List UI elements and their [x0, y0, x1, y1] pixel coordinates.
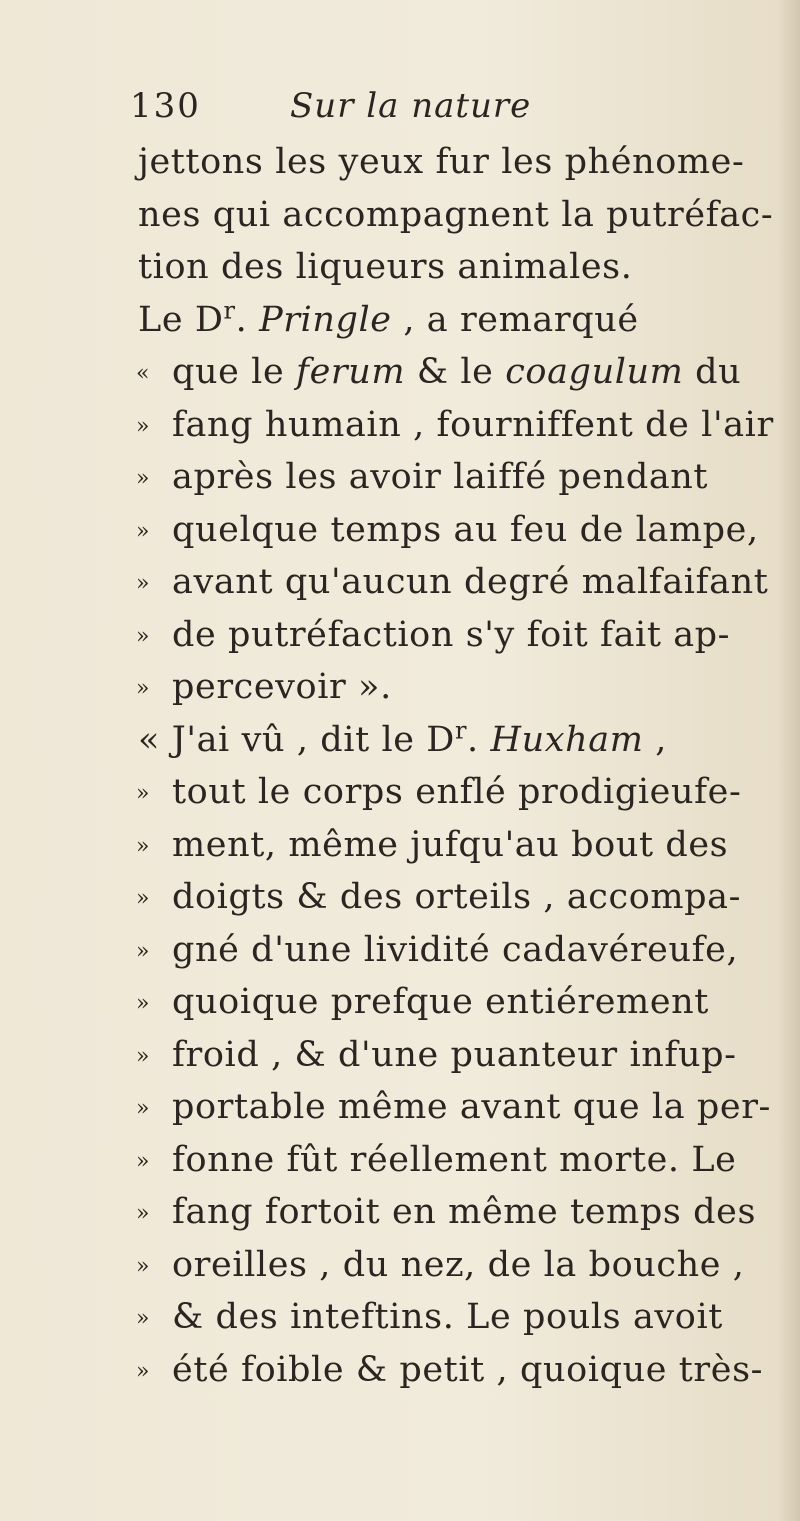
text-line [120, 1081, 770, 1134]
line-text [138, 241, 632, 294]
text-span: avant qu'aucun degré malfaifant [172, 562, 769, 602]
text-span: quoique prefque entiérement [172, 982, 709, 1022]
text-span: de putréfaction s'y foit fait ap- [172, 614, 731, 655]
superscript-text: r [454, 715, 468, 744]
line-text [172, 871, 741, 924]
text-span: fang fortoit en même temps des [172, 1192, 757, 1232]
quote-mark: » [136, 571, 151, 596]
quote-mark: » [136, 1253, 151, 1279]
line-text [172, 661, 392, 714]
italic-text: Pringle [259, 299, 392, 340]
text-span: froid , & d'une puanteur infup- [172, 1034, 737, 1075]
text-span: portable même avant que la per- [172, 1087, 771, 1127]
text-line [120, 504, 770, 557]
quote-mark: » [136, 1358, 151, 1384]
page-header [130, 86, 750, 136]
text-line [120, 819, 770, 872]
quote-mark: » [136, 676, 151, 701]
quote-mark: » [136, 991, 151, 1016]
text-line [120, 451, 770, 504]
line-text [172, 1344, 763, 1397]
text-line [120, 136, 770, 189]
italic-text: Huxham [490, 719, 644, 760]
quote-mark: « [136, 361, 151, 386]
text-span: & des inteftins. Le pouls avoit [172, 1297, 723, 1337]
line-text [172, 1239, 745, 1292]
text-span: fonne fût réellement morte. Le [172, 1139, 737, 1180]
text-line [120, 976, 770, 1029]
text-line [120, 924, 770, 977]
italic-text: ferum [296, 352, 406, 392]
quote-mark: » [136, 1096, 151, 1121]
line-text [172, 1081, 771, 1134]
text-span: nes qui accompagnent la putréfac- [138, 194, 774, 235]
text-line [120, 1186, 770, 1239]
text-line [120, 766, 770, 819]
text-span: tout le corps enflé prodigieufe- [172, 772, 742, 812]
text-line [120, 1029, 770, 1082]
text-line [120, 346, 770, 399]
text-line [120, 556, 770, 609]
page-number: 130 [130, 86, 201, 126]
quote-mark: » [136, 1201, 151, 1226]
text-span: ment, même jufqu'au bout des [172, 824, 729, 865]
superscript-text: r [223, 295, 236, 324]
text-span: , [643, 719, 667, 760]
text-line [120, 294, 770, 347]
quote-mark: » [136, 413, 151, 439]
text-span: fang humain , fourniffent de l'air [172, 404, 774, 445]
text-span: quelque temps au feu de lampe, [172, 509, 759, 550]
line-text [172, 609, 730, 662]
line-text [172, 976, 709, 1029]
text-line [120, 241, 770, 294]
line-text [172, 346, 741, 399]
line-text [172, 451, 708, 504]
text-span: jettons les yeux fur les phénome- [138, 142, 745, 182]
text-span: après les avoir laiffé pendant [172, 457, 709, 497]
text-span: « J'ai vû , dit le D [138, 719, 455, 760]
text-span: été foible & petit , quoique très- [172, 1349, 764, 1390]
quote-mark: » [136, 1306, 151, 1331]
line-text [172, 1291, 723, 1344]
line-text [172, 504, 759, 557]
quote-mark: » [136, 781, 151, 806]
text-line [120, 1344, 770, 1397]
text-span: Le D [138, 299, 224, 340]
text-line [120, 1239, 770, 1292]
text-span: , a remarqué [391, 299, 639, 340]
text-span: doigts & des orteils , accompa- [172, 877, 742, 917]
page-edge-shadow [778, 0, 800, 1521]
text-body [120, 136, 774, 1396]
text-line [120, 714, 770, 767]
line-text [138, 294, 639, 347]
running-title: Sur la nature [290, 86, 532, 126]
quote-mark: » [136, 518, 151, 544]
text-span: . [467, 719, 491, 760]
text-span: percevoir ». [172, 667, 392, 707]
italic-text: coagulum [505, 352, 684, 392]
line-text [138, 189, 773, 242]
line-text [172, 556, 768, 609]
text-line [120, 189, 774, 242]
line-text [172, 1186, 756, 1239]
quote-mark: » [136, 1043, 151, 1069]
text-span: du [683, 352, 742, 392]
text-line [120, 1134, 770, 1187]
line-text [172, 399, 774, 452]
text-line [120, 399, 774, 452]
line-text [138, 136, 744, 189]
text-line [120, 1291, 770, 1344]
text-span: & le [405, 352, 506, 392]
line-text [172, 924, 738, 977]
text-span: . [235, 299, 260, 340]
quote-mark: » [136, 833, 151, 859]
quote-mark: » [136, 1148, 151, 1174]
line-text [172, 1029, 737, 1082]
text-span: que le [172, 352, 297, 392]
quote-mark: » [136, 623, 151, 649]
line-text [172, 766, 741, 819]
text-span: oreilles , du nez, de la bouche , [172, 1244, 745, 1285]
text-span: tion des liqueurs animales. [138, 247, 633, 287]
text-span: gné d'une lividité cadavéreufe, [172, 929, 739, 970]
line-text [172, 819, 728, 872]
text-line [120, 661, 770, 714]
quote-mark: » [136, 938, 151, 964]
line-text [138, 714, 667, 767]
quote-mark: » [136, 466, 151, 491]
text-line [120, 609, 770, 662]
line-text [172, 1134, 737, 1187]
quote-mark: » [136, 886, 151, 911]
text-line [120, 871, 770, 924]
